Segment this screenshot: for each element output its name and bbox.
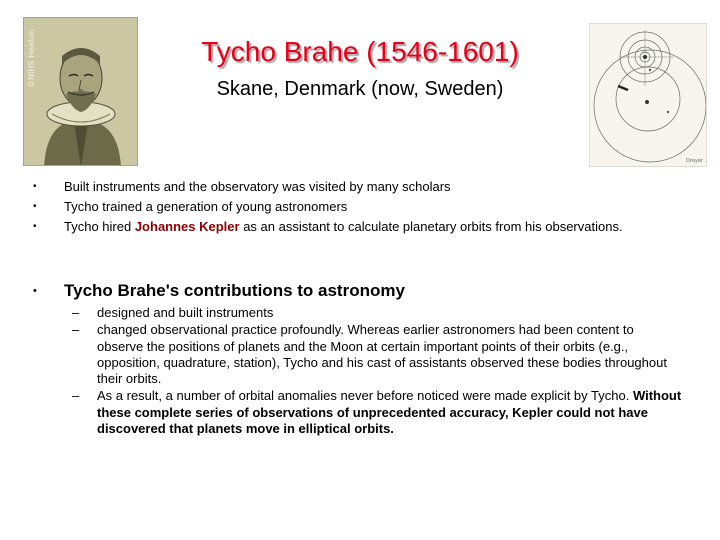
sub-item-text: changed observational practice profoundly. Whereas earlier astronomers had been content to observe the positions of planets and the Moon at certain important points of their orbits (e.g., opposition, quadrature, station), Tycho and his cast of assistants observed these bodies throughout their orbits. — [97, 322, 667, 387]
bullet-text — [64, 218, 623, 236]
list-item — [72, 322, 682, 387]
list-item — [72, 305, 682, 321]
page-subtitle: Skane, Denmark (now, Sweden) — [216, 78, 504, 100]
portrait-engraving — [24, 18, 138, 166]
bullet-marker: • — [33, 181, 37, 192]
bullet-text-lead: Tycho hired — [64, 219, 135, 234]
bullet-marker: • — [33, 221, 37, 232]
bullet-text: Tycho trained a generation of young astronomers — [64, 199, 348, 214]
dash-marker: – — [72, 322, 80, 338]
bullet-marker: • — [33, 201, 37, 212]
tycho-portrait-image — [23, 17, 138, 166]
sub-item-text: designed and built instruments — [97, 305, 274, 320]
diagram-credit: Dreyer — [686, 158, 703, 164]
page-title: Tycho Brahe (1546-1601) — [201, 36, 519, 67]
list-item — [30, 198, 710, 218]
list-item — [30, 218, 710, 238]
contributions-list — [72, 305, 682, 438]
sub-item-bold-text: Without these complete series of observations of unprecedented accuracy, Kepler could not have discovered that planets move in elliptical orbits. — [97, 388, 682, 437]
bullet-list — [30, 178, 710, 238]
main-bullet — [30, 281, 710, 305]
bullet-text: Built instruments and the observatory was visited by many scholars — [64, 179, 451, 194]
list-item — [72, 388, 682, 437]
kepler-highlight: Johannes Kepler — [134, 219, 240, 234]
bullet-text-tail: as an assistant to calculate planetary orbits from his observations. — [239, 219, 623, 234]
section-heading: Tycho Brahe's contributions to astronomy — [64, 281, 405, 300]
dash-marker: – — [72, 305, 80, 320]
portrait-credit: ©NIHS Heaton — [27, 29, 36, 88]
orbit-drawing — [590, 24, 707, 167]
list-item — [30, 178, 710, 198]
sub-item-text: As a result, a number of orbital anomalies never before noticed were made explicit by Tycho. — [97, 388, 630, 404]
bullet-marker: • — [33, 285, 37, 297]
dash-marker: – — [72, 388, 80, 404]
tychonic-system-diagram — [589, 23, 707, 167]
